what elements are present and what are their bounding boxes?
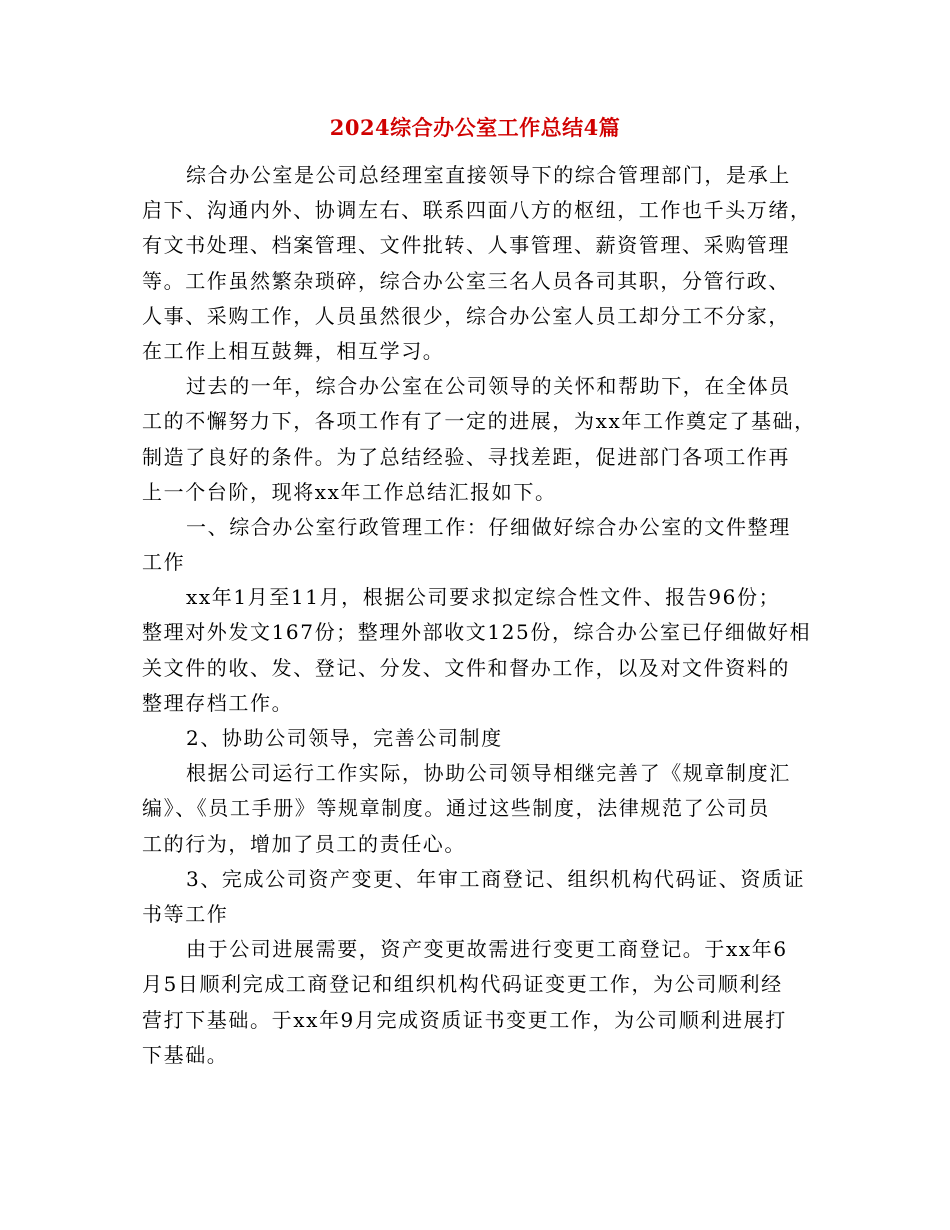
text-line: 启下、沟通内外、协调左右、联系四面八方的枢纽，工作也千头万绪，: [142, 198, 812, 223]
text-line: 整理存档工作。: [142, 690, 294, 715]
text-line: 根据公司运行工作实际，协助公司领导相继完善了《规章制度汇: [186, 761, 791, 786]
text-line: 下基础。: [142, 1042, 229, 1067]
text-line: 制造了良好的条件。为了总结经验、寻找差距，促进部门各项工作再: [142, 444, 790, 469]
text-line: xx年1月至11月，根据公司要求拟定综合性文件、报告96份；: [186, 585, 781, 610]
text-line: 2、协助公司领导，完善公司制度: [186, 726, 503, 750]
text-line: 由于公司进展需要，资产变更故需进行变更工商登记。于xx年6: [186, 937, 788, 962]
document-body: [142, 158, 816, 1073]
document-title: 2024综合办公室工作总结4篇: [329, 115, 621, 140]
text-line: 书等工作: [142, 901, 229, 926]
text-line: 工的不懈努力下，各项工作有了一定的进展，为xx年工作奠定了基础，: [142, 409, 816, 434]
text-line: 在工作上相互鼓舞，相互学习。: [142, 338, 445, 363]
text-line: 有文书处理、档案管理、文件批转、人事管理、薪资管理、采购管理: [142, 233, 790, 258]
text-line: 编》、《员工手册》等规章制度。通过这些制度，法律规范了公司员: [142, 796, 770, 821]
text-line: 一、综合办公室行政管理工作：仔细做好综合办公室的文件整理: [186, 514, 791, 539]
text-line: 等。工作虽然繁杂琐碎，综合办公室三名人员各司其职，分管行政、: [142, 268, 790, 293]
text-line: 综合办公室是公司总经理室直接领导下的综合管理部门，是承上: [186, 163, 791, 187]
text-line: 月5日顺利完成工商登记和组织机构代码证变更工作，为公司顺利经: [142, 972, 783, 997]
text-line: 3、完成公司资产变更、年审工商登记、组织机构代码证、资质证: [186, 866, 806, 891]
text-line: 过去的一年，综合办公室在公司领导的关怀和帮助下，在全体员: [186, 374, 791, 399]
text-line: 关文件的收、发、登记、分发、文件和督办工作，以及对文件资料的: [142, 655, 790, 680]
text-line: 上一个台阶，现将xx年工作总结汇报如下。: [142, 479, 557, 504]
text-line: 营打下基础。于xx年9月完成资质证书变更工作，为公司顺利进展打: [142, 1007, 787, 1032]
text-line: 工的行为，增加了员工的责任心。: [142, 831, 466, 856]
text-line: 工作: [142, 550, 186, 575]
text-line: 整理对外发文167份；整理外部收文125份，综合办公室已仔细做好相: [142, 620, 812, 645]
text-line: 人事、采购工作，人员虽然很少，综合办公室人员工却分工不分家，: [142, 303, 790, 328]
